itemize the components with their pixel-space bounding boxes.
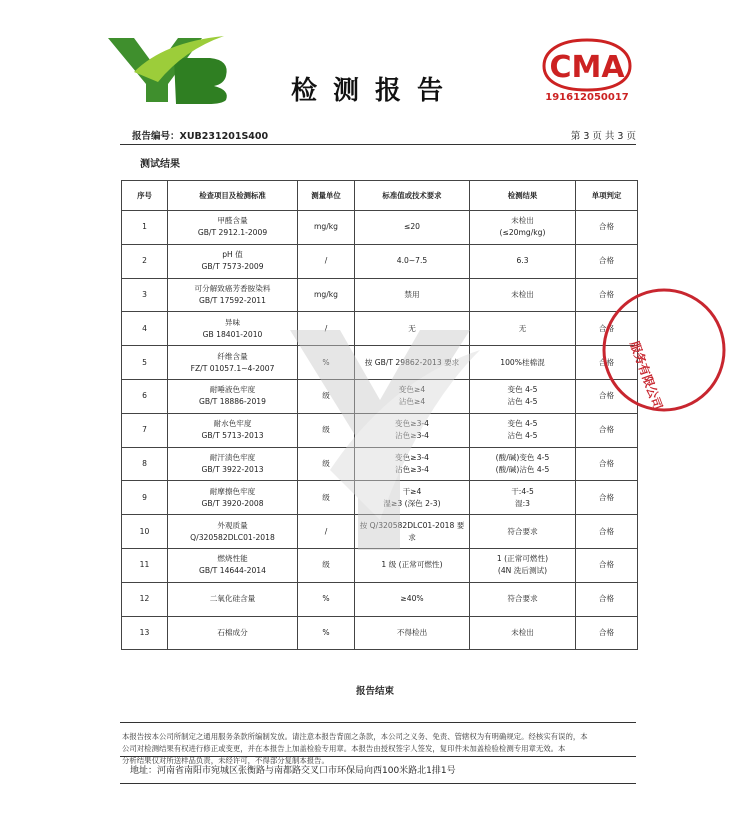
- table-row: [122, 278, 638, 312]
- test-item-line: 二氧化硅含量: [209, 594, 256, 604]
- table-row: [122, 379, 638, 413]
- results-body: [122, 211, 638, 650]
- test-result-line: (≤20mg/kg): [499, 228, 546, 238]
- test-result-line: (酸/碱)变色 4-5: [495, 452, 550, 462]
- table-row: [122, 312, 638, 346]
- unit: 级: [298, 481, 355, 515]
- requirement-line: 禁用: [404, 289, 420, 299]
- unit: 级: [298, 413, 355, 447]
- test-item-line: GB/T 2912.1-2009: [197, 228, 268, 238]
- unit: 级: [298, 447, 355, 481]
- test-result: [470, 548, 576, 582]
- table-row: [122, 582, 638, 616]
- test-item: [168, 278, 298, 312]
- requirement-line: 不得检出: [396, 627, 428, 637]
- logo-text: XB: [104, 32, 106, 33]
- report-end: 报告结束: [355, 686, 394, 697]
- table-row: [122, 616, 638, 650]
- test-item: [168, 413, 298, 447]
- requirement: [355, 244, 470, 278]
- row-number: 7: [122, 413, 168, 447]
- page-number: 第 3 页 共 3 页: [570, 131, 636, 142]
- test-result: [470, 346, 576, 380]
- footer-divider-bottom: [120, 783, 636, 784]
- table-row: [122, 481, 638, 515]
- test-result-line: (4N 洗后测试): [497, 566, 548, 576]
- unit: 级: [298, 379, 355, 413]
- row-number: 10: [122, 515, 168, 549]
- header-result: 检测结果: [470, 181, 576, 211]
- test-result-line: 无: [518, 323, 527, 333]
- table-header-row: [122, 181, 638, 211]
- disclaimer-line: 公司对检测结果有权进行修正或变更，并在本报告上加盖检验专用章。本报告由授权签字人签发，复印件未加盖检验检测专用章无效。本: [122, 744, 566, 753]
- disclaimer-line: 本报告按本公司所制定之通用服务条款所编制发放。请注意本报告背面之条款，本公司之义务、免责、管辖权为有明确规定。经核实有误的，本: [122, 732, 588, 741]
- test-result-line: 未检出: [511, 627, 534, 637]
- unit: mg/kg: [298, 278, 355, 312]
- test-result-line: 6.3: [516, 256, 529, 266]
- test-item-line: 燃烧性能: [217, 554, 248, 564]
- footer-divider-top: [120, 722, 636, 723]
- test-item-line: 耐汗渍色牢度: [209, 452, 256, 462]
- requirement: [355, 278, 470, 312]
- test-item-line: Q/320582DLC01-2018: [190, 532, 275, 542]
- test-item-line: GB/T 3920-2008: [201, 498, 264, 508]
- table-row: [122, 447, 638, 481]
- row-number: 4: [122, 312, 168, 346]
- row-number: 5: [122, 346, 168, 380]
- row-number: 11: [122, 548, 168, 582]
- test-result: [470, 515, 576, 549]
- verdict: 合格: [576, 515, 638, 549]
- test-result-line: (酸/碱)沾色 4-5: [495, 464, 550, 474]
- table-row: [122, 413, 638, 447]
- header-unit: 测量单位: [298, 181, 355, 211]
- verdict: 合格: [576, 379, 638, 413]
- report-number: 报告编号：XUB231201S400: [132, 131, 269, 142]
- header-divider: [120, 144, 636, 145]
- test-item-line: 耐水色牢度: [213, 419, 252, 429]
- test-result-line: 未检出: [511, 216, 534, 226]
- table-row: [122, 211, 638, 245]
- requirement: [355, 515, 470, 549]
- unit: /: [298, 244, 355, 278]
- test-item-line: 耐摩擦色牢度: [209, 486, 256, 496]
- row-number: 3: [122, 278, 168, 312]
- test-item-line: GB/T 7573-2009: [201, 262, 264, 272]
- test-item-line: GB 18401-2010: [202, 329, 263, 339]
- row-number: 13: [122, 616, 168, 650]
- row-number: 12: [122, 582, 168, 616]
- test-item-line: 耐唾液色牢度: [209, 385, 256, 395]
- unit: %: [298, 582, 355, 616]
- test-result: [470, 413, 576, 447]
- test-result-line: 湿:3: [515, 498, 530, 508]
- verdict: 合格: [576, 481, 638, 515]
- test-result: [470, 312, 576, 346]
- table-row: [122, 548, 638, 582]
- table-row: [122, 346, 638, 380]
- test-item: [168, 447, 298, 481]
- results-table: [121, 180, 638, 650]
- requirement-line: 4.0~7.5: [396, 256, 428, 266]
- footer-disclaimer: [122, 731, 622, 767]
- unit: /: [298, 515, 355, 549]
- test-item: [168, 379, 298, 413]
- test-result-line: 符合要求: [507, 594, 538, 604]
- requirement-line: 按 GB/T 29862-2013 要求: [364, 357, 460, 367]
- test-item-line: 纤维含量: [217, 351, 248, 361]
- header-item: 检查项目及检测标准: [168, 181, 298, 211]
- unit: mg/kg: [298, 211, 355, 245]
- test-result-line: 变色 4-5: [507, 385, 538, 395]
- footer-divider-mid: [120, 756, 636, 757]
- test-result-line: 未检出: [511, 289, 534, 299]
- test-item: [168, 582, 298, 616]
- test-item-line: 甲醛含量: [217, 216, 248, 226]
- unit: /: [298, 312, 355, 346]
- unit: %: [298, 346, 355, 380]
- test-item-line: GB/T 5713-2013: [201, 431, 264, 441]
- row-number: 2: [122, 244, 168, 278]
- requirement-line: ≤20: [403, 222, 421, 232]
- test-item: [168, 481, 298, 515]
- verdict: 合格: [576, 548, 638, 582]
- test-item: [168, 346, 298, 380]
- test-result: [470, 616, 576, 650]
- cma-number: 191612050017: [545, 92, 629, 103]
- requirement-line: ≥40%: [400, 594, 424, 604]
- test-item-line: GB/T 17592-2011: [199, 295, 266, 305]
- header-verdict: 单项判定: [576, 181, 638, 211]
- verdict: 合格: [576, 582, 638, 616]
- verdict: 合格: [576, 616, 638, 650]
- test-item-line: 外观质量: [217, 520, 248, 530]
- requirement-line: 沾色≥3-4: [395, 431, 429, 441]
- verdict: 合格: [576, 312, 638, 346]
- row-number: 8: [122, 447, 168, 481]
- requirement-line: 按 Q/320582DLC01-2018 要求: [359, 520, 465, 542]
- test-result: [470, 278, 576, 312]
- requirement-line: 1 级 (正常可燃性): [381, 560, 443, 570]
- requirement: [355, 211, 470, 245]
- test-item: [168, 244, 298, 278]
- test-result-line: 沾色 4-5: [507, 431, 538, 441]
- test-item-line: FZ/T 01057.1~4-2007: [190, 363, 275, 373]
- requirement: [355, 481, 470, 515]
- verdict: 合格: [576, 413, 638, 447]
- requirement-line: 变色≥4: [398, 385, 426, 395]
- unit: %: [298, 616, 355, 650]
- test-result-line: 1 (正常可燃性): [496, 554, 549, 564]
- row-number: 1: [122, 211, 168, 245]
- verdict: 合格: [576, 447, 638, 481]
- header-no: 序号: [122, 181, 168, 211]
- test-item: [168, 312, 298, 346]
- test-item-line: 可分解致癌芳香胺染料: [194, 283, 271, 293]
- test-item: [168, 548, 298, 582]
- verdict: 合格: [576, 346, 638, 380]
- test-result-line: 沾色 4-5: [507, 397, 538, 407]
- requirement: [355, 379, 470, 413]
- test-result: [470, 481, 576, 515]
- requirement-line: 湿≥3 (深色 2-3): [383, 498, 441, 508]
- test-result: [470, 447, 576, 481]
- verdict: 合格: [576, 278, 638, 312]
- requirement-line: 干≥4: [402, 486, 422, 496]
- test-result: [470, 379, 576, 413]
- test-result: [470, 244, 576, 278]
- unit: 级: [298, 548, 355, 582]
- requirement-line: 沾色≥3-4: [395, 464, 429, 474]
- report-title: 检测报告: [290, 76, 459, 106]
- row-number: 9: [122, 481, 168, 515]
- cma-text: CMA: [549, 50, 625, 85]
- requirement-line: 无: [408, 323, 416, 333]
- test-result: [470, 582, 576, 616]
- requirement: [355, 413, 470, 447]
- test-item: [168, 616, 298, 650]
- row-number: 6: [122, 379, 168, 413]
- table-row: [122, 515, 638, 549]
- test-item-line: 异味: [224, 317, 241, 327]
- test-item: [168, 515, 298, 549]
- test-result-line: 符合要求: [507, 526, 538, 536]
- verdict: 合格: [576, 211, 638, 245]
- requirement: [355, 312, 470, 346]
- test-result: [470, 211, 576, 245]
- test-item-line: GB/T 18886-2019: [199, 397, 266, 407]
- requirement: [355, 582, 470, 616]
- test-result-line: 干:4-5: [511, 486, 534, 496]
- test-item-line: pH 值: [222, 250, 243, 260]
- requirement-line: 沾色≥4: [398, 397, 426, 407]
- test-item-line: GB/T 14644-2014: [199, 566, 266, 576]
- company-address: 地址：河南省南阳市宛城区张衡路与南都路交叉口市环保局向西100米路北1排1号: [130, 766, 456, 776]
- requirement: [355, 447, 470, 481]
- company-seal: [590, 285, 665, 415]
- section-title: 测试结果: [140, 159, 180, 170]
- requirement: [355, 616, 470, 650]
- seal-text: 服务有限公司: [627, 339, 665, 412]
- disclaimer-line: 分析结果仅对所送样品负责，未经许可，不得部分复制本报告。: [122, 756, 329, 765]
- header-requirement: 标准值或技术要求: [355, 181, 470, 211]
- requirement-line: 变色≥3-4: [395, 452, 429, 462]
- requirement: [355, 548, 470, 582]
- requirement-line: 变色≥3-4: [395, 419, 429, 429]
- test-item: [168, 211, 298, 245]
- requirement: [355, 346, 470, 380]
- table-row: [122, 244, 638, 278]
- test-result-line: 100%桂棉混: [500, 357, 545, 367]
- test-result-line: 变色 4-5: [507, 419, 538, 429]
- test-item-line: 石棉成分: [217, 627, 248, 637]
- test-item-line: GB/T 3922-2013: [201, 464, 264, 474]
- verdict: 合格: [576, 244, 638, 278]
